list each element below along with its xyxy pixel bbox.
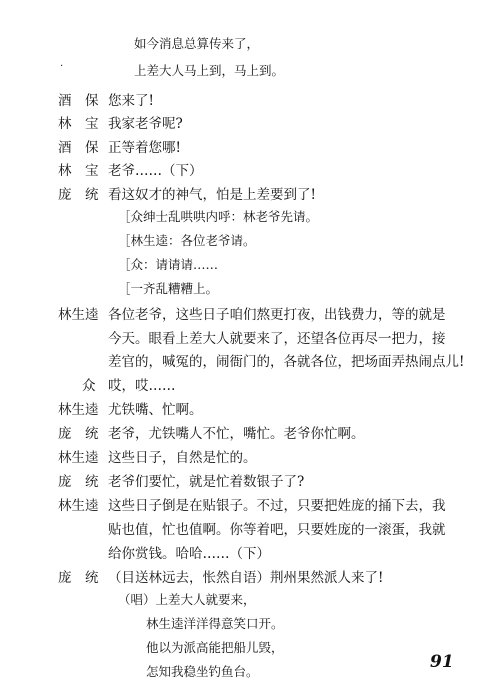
dialogue-text: 正等着您哪! [108, 140, 181, 156]
speaker-name: 林生逵 [58, 498, 99, 514]
dialogue-text: 我家老爷呢? [108, 116, 183, 132]
dialogue-text: 这些日子，自然是忙的。 [108, 450, 257, 466]
stage-direction: （唱）上差大人就要来， [118, 592, 256, 607]
dialogue-text: （目送林远去，怅然自语）荆州果然派人来了! [108, 570, 384, 586]
dialogue-text: 老爷们要忙，就是忙着数银子了? [108, 474, 305, 490]
dialogue-text: 贴也值，忙也值啊。你等着吧，只要姓庞的一滚蛋，我就 [108, 522, 446, 538]
stage-direction: 上差大人马上到，马上到。 [134, 63, 285, 78]
stray-mark: . [60, 58, 64, 69]
speaker-name: 庞 统 [58, 570, 99, 586]
dialogue-text: 老爷，尤铁嘴人不忙，嘴忙。老爷你忙啊。 [108, 426, 365, 442]
dialogue-text: 给你赏钱。哈哈……（下） [108, 546, 270, 562]
dialogue-text: 各位老爷，这些日子咱们熬更打夜，出钱费力，等的就是 [108, 307, 446, 323]
stage-direction: 如今消息总算传来了， [134, 36, 260, 51]
speaker-name: 酒 保 [58, 93, 99, 109]
dialogue-text: 差官的，喊冤的，闹衙门的，各就各位，把场面弄热闹点儿! [108, 354, 465, 370]
stage-direction: ［一齐乱糟糟上。 [118, 281, 219, 296]
stage-direction: 怎知我稳坐钓鱼台。 [146, 664, 259, 679]
page-number: 91 [430, 652, 454, 672]
stage-direction: ［众：请请请…… [118, 257, 219, 272]
dialogue-text: 尤铁嘴、忙啊。 [108, 402, 203, 418]
dialogue-text: 哎，哎…… [108, 378, 176, 394]
dialogue-text: 今天。眼看上差大人就要来了，还望各位再尽一把力，接 [108, 331, 446, 347]
stage-direction: ［林生逵：各位老爷请。 [118, 233, 256, 248]
dialogue-text: 老爷……（下） [108, 163, 203, 179]
dialogue-text: 您来了! [108, 93, 154, 109]
speaker-name: 林 宝 [58, 116, 99, 132]
speaker-name: 众 [82, 378, 96, 394]
speaker-name: 酒 保 [58, 140, 99, 156]
stage-direction: 林生逵洋洋得意笑口开。 [146, 616, 284, 631]
speaker-name: 林生逵 [58, 450, 99, 466]
dialogue-text: 这些日子倒是在贴银子。不过，只要把姓庞的捅下去，我 [108, 498, 446, 514]
speaker-name: 庞 统 [58, 474, 99, 490]
speaker-name: 林生逵 [58, 307, 99, 323]
stage-direction: 他以为派高能把船儿毁， [146, 640, 284, 655]
speaker-name: 林生逵 [58, 402, 99, 418]
stage-direction: ［众绅士乱哄哄内呼：林老爷先请。 [118, 209, 319, 224]
speaker-name: 庞 统 [58, 187, 99, 203]
speaker-name: 林 宝 [58, 163, 99, 179]
speaker-name: 庞 统 [58, 426, 99, 442]
dialogue-text: 看这奴才的神气，怕是上差要到了! [108, 187, 316, 203]
